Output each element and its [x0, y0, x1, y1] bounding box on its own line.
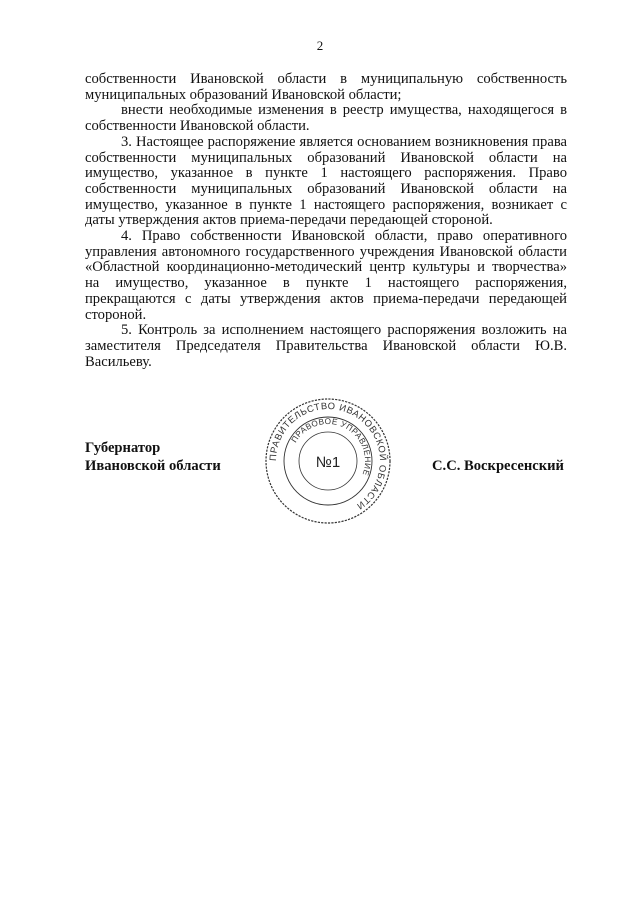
page-number: 2: [316, 38, 324, 53]
official-seal-stamp: [264, 397, 392, 525]
seal-outer-text: ПРАВИТЕЛЬСТВО ИВАНОВСКОЙ ОБЛАСТИ: [266, 399, 390, 513]
paragraph-5-control: 5. Контроль за исполнением настоящего распоряжения возложить на заместителя Председателя Правительства Ивановской области Ю.В. Васильеву.: [85, 322, 567, 370]
paragraph-4-termination: 4. Право собственности Ивановской области, право оперативного управления автономного государственного учреждения Ивановской области «Областной координационно-методический центр культуры и творчества» на имущество, указанное в пункте 1 настоящего распоряжения, прекращаются с даты утверждения актов приема-передачи передающей стороной.: [85, 228, 567, 323]
document-body: [85, 72, 567, 370]
seal-inner-text: ПРАВОВОЕ УПРАВЛЕНИЕ: [289, 416, 373, 477]
seal-number: №1: [315, 454, 341, 471]
paragraph-3-ownership-basis: 3. Настоящее распоряжение является основанием возникновения права собственности муниципальных образований Ивановской области на имущество, указанное в пункте 1 настоящего распоряжения. Право собственности муниципальных образований Ивановской области на имущество, указанное в пункте 1 настоящего распоряжения, возникает с даты утверждения актов приема-передачи передающей стороной.: [85, 133, 567, 229]
signatory-title: [85, 439, 221, 475]
paragraph-continuation: собственности Ивановской области в муниципальную собственность муниципальных образований Ивановской области;: [85, 71, 567, 103]
paragraph-registry-changes: внести необходимые изменения в реестр имущества, находящегося в собственности Ивановской области.: [85, 102, 567, 135]
signatory-title-line1: Губернатор: [85, 440, 161, 456]
signatory-name: С.С. Воскресенский: [432, 458, 564, 474]
signatory-title-line2: Ивановской области: [85, 458, 221, 474]
